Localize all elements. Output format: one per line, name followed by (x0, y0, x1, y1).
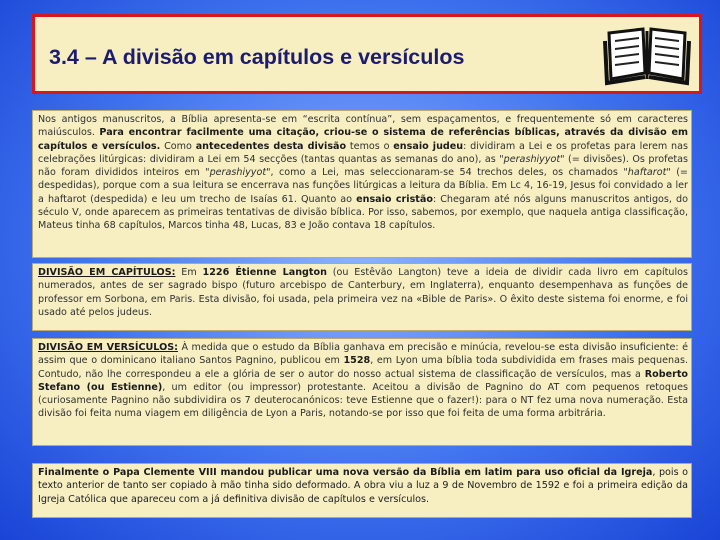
chapters-panel (32, 263, 692, 331)
title-box (32, 14, 702, 94)
verses-text-3: , um editor (ou impressor) protestante. Aceitou a divisão de Pagnino do AT com pequenos retoques (curiosamente Pagnino não subdividira os 7 deuterocanónicos: teve Estienne que o fazer!): para o NT fez uma nova numeração. Esta divisão foi feita numa viagem em diligência de Lyon a Paris, notando-se por isso que foi feita de uma forma arbitrária. (38, 381, 688, 420)
intro-bold-1: Para encontrar facilmente uma citação, criou-se o sistema de referências bíblicas, através da divisão em capítulos e versículos. (38, 127, 688, 152)
intro-text-8: : Chegaram até nós alguns manuscritos antigos, do século V, onde aparecem as primeiras tentativas de divisão bíblica. Por isso, sabemos, por exemplo, que naquela antiga classificação, Mateus tinha 68 capítulos, Marcos tinha 48, Lucas, 83 e João contava 18 capítulos. (38, 193, 688, 232)
verses-text-2: , em Lyon uma bíblia toda subdividida em frases mais pequenas. Contudo, não lhe correspondeu a ele a glória de ser o autor do nosso actual sistema de classificação de versículos, mas a (38, 355, 688, 380)
intro-bold-2: antecedentes desta divisão (195, 140, 347, 152)
intro-bold-3: ensaio judeu (393, 140, 464, 152)
intro-text-1: Nos antigos manuscritos, a Bíblia apresenta-se em “escrita contínua”, sem espaçamentos, e frequentemente só em caracteres maiúsculos. (38, 114, 688, 139)
chapters-text-2: (ou Estêvão Langton) teve a ideia de dividir cada livro em capítulos numerados, antes de ser sagrado bispo (futuro arcebispo de Canterbury, em Inglaterra), enquanto desempenhava as funções de professor em Sorbona, em Paris. Esta divisão, foi usada, pela primeira vez na «Bible de Paris». O êxito deste sistema foi enorme, e foi usado até pelos judeus. (38, 267, 689, 318)
intro-italic-1: perashiyyot (503, 153, 561, 165)
intro-text-5: " (= divisões). Os profetas não foram divididos inteiros em " (38, 153, 689, 179)
intro-italic-3: haftarot (627, 167, 667, 179)
verses-panel (32, 338, 692, 446)
open-book-icon (599, 21, 695, 87)
final-panel (32, 463, 692, 518)
intro-text-6: ", como a Lei, mas seleccionaram-se 54 trechos deles, os chamados " (266, 167, 628, 179)
intro-text-4: : dividiram a Lei e os profetas para lerem nas celebrações litúrgicas: dividiram a Lei em 54 secções (tantas quantas as semanas do ano), as " (38, 140, 688, 165)
verses-bold-1: 1528 (343, 355, 371, 367)
intro-italic-2: perashiyyot (209, 167, 267, 179)
chapters-heading: DIVISÃO EM CAPÍTULOS: (38, 267, 176, 278)
verses-text-1: À medida que o estudo da Bíblia ganhava em precisão e minúcia, revelou-se esta divisão insuficiente: é assim que o dominicano italiano Santos Pagnino, publicou em (38, 342, 688, 367)
intro-text-7: " (= despedidas), porque com a sua leitura se encerrava nas funções litúrgicas a leitura da Bíblia. Em Lc 4, 16-19, Jesus foi convidado a ler a haftarot (despedida) e leu um trecho de Isaías 61. Quanto ao (38, 167, 688, 205)
verses-heading: DIVISÃO EM VERSÍCULOS: (38, 342, 178, 353)
final-text-1: , pois o texto anterior de tanto ser copiado à mão tinha sido deformado. A obra viu a luz a 9 de Novembro de 1592 e foi a primeira edição da Igreja Católica que apareceu com a já definitiva divisão de capítulos e versículos. (38, 467, 688, 505)
intro-text-3: temos o (346, 140, 394, 152)
chapters-bold-1: 1226 Étienne Langton (202, 267, 327, 278)
chapters-text-1: Em (175, 267, 203, 278)
intro-panel (32, 110, 692, 258)
final-bold-1: Finalmente o Papa Clemente VIII mandou publicar uma nova versão da Bíblia em latim para uso oficial da Igreja (38, 467, 653, 478)
intro-bold-4: ensaio cristão (356, 193, 433, 205)
verses-bold-2: Roberto Stefano (ou Estienne) (38, 368, 688, 393)
intro-text-2: Como (160, 140, 196, 152)
slide-title: 3.4 – A divisão em capítulos e versículos (49, 45, 465, 69)
